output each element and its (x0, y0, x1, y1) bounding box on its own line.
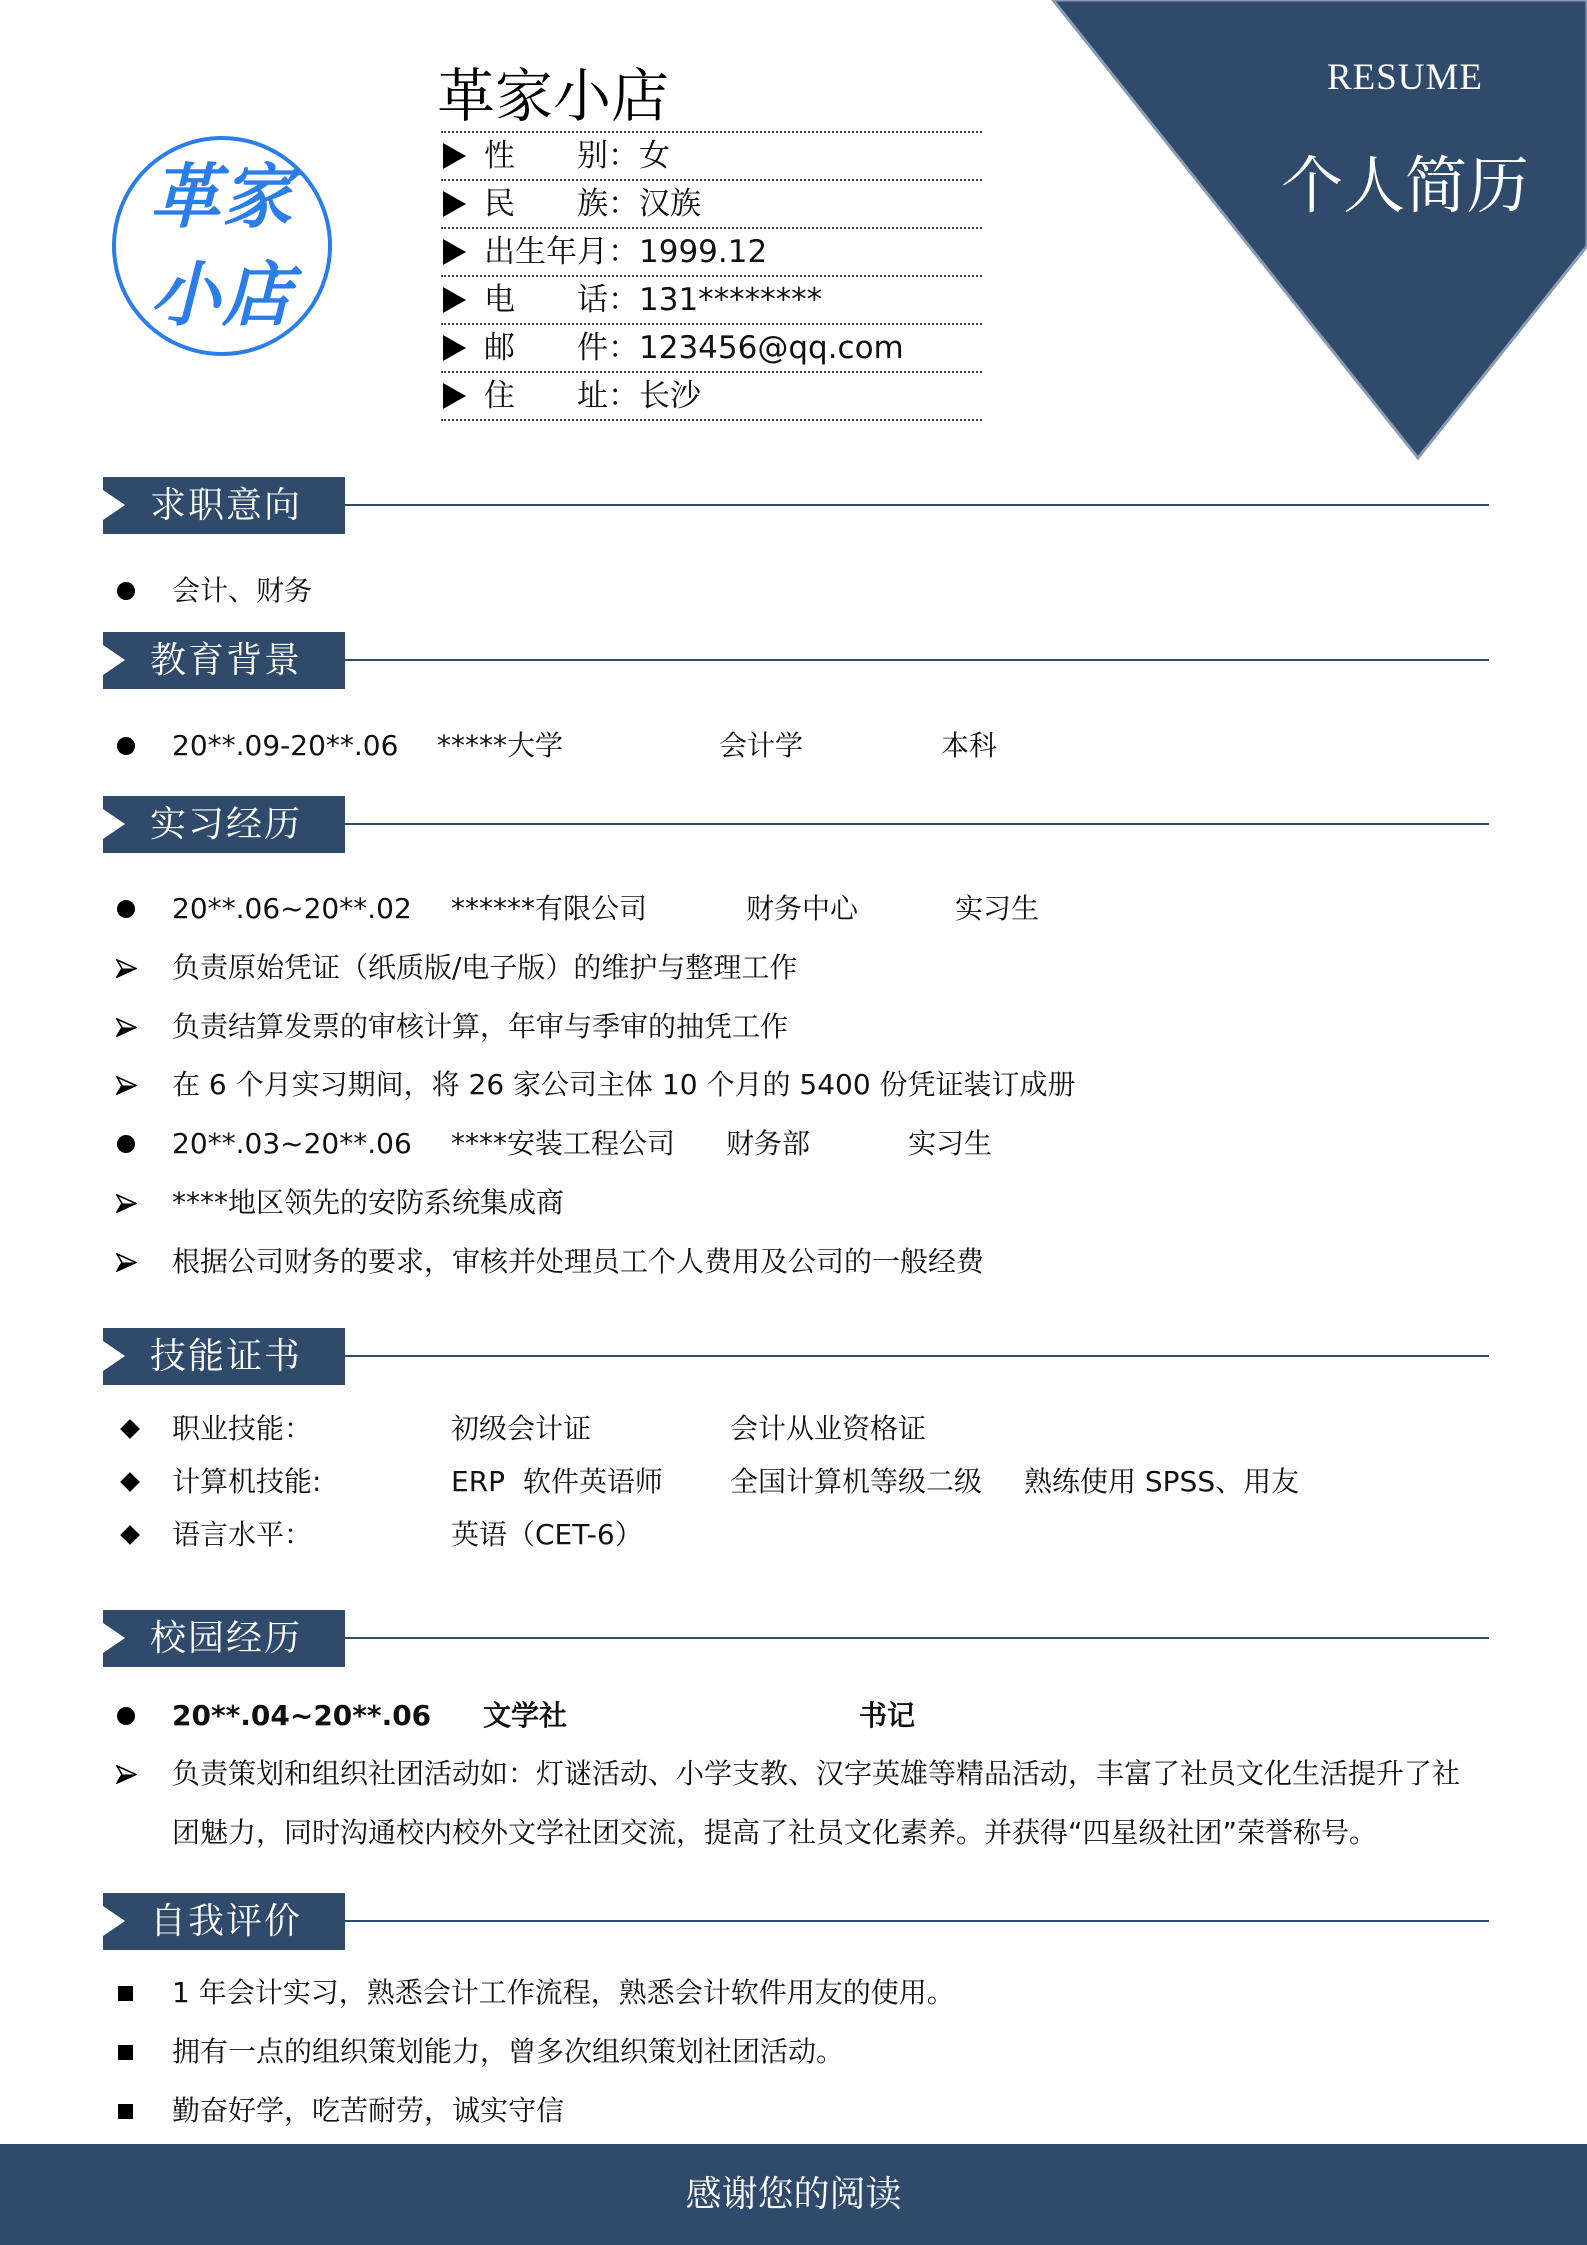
notch-arrow-icon (103, 490, 125, 520)
info-row-ethnicity (441, 181, 982, 229)
internship-dept: 财务部 (726, 1127, 811, 1160)
circle-bullet-icon (117, 900, 135, 918)
info-text (484, 229, 767, 275)
arrowhead-bullet-icon (116, 959, 137, 978)
internship-detail: 在 6 个月实习期间，将 26 家公司主体 10 个月的 5400 份凭证装订成册 (172, 1068, 1076, 1101)
section-title: 求职意向 (150, 485, 303, 526)
section-header-skills (103, 1328, 1489, 1385)
diamond-bullet-icon (120, 1419, 140, 1439)
info-separator: ： (608, 186, 639, 222)
triangle-right-icon (443, 287, 466, 313)
internship-period: 20**.06~20**.02 (172, 892, 412, 925)
internship-detail: 负责原始凭证（纸质版/电子版）的维护与整理工作 (172, 951, 798, 984)
education-degree: 本科 (941, 729, 998, 762)
skills-row (0, 1515, 1587, 1555)
badge-title: 个人简历 (1280, 149, 1529, 222)
education-major: 会计学 (719, 729, 804, 762)
info-separator: ： (608, 378, 639, 414)
skills-row (0, 1409, 1587, 1449)
info-value: 123456@qq.com (639, 330, 904, 366)
circle-bullet-icon (117, 737, 135, 755)
section-divider (345, 1355, 1489, 1357)
section-title-box (103, 477, 345, 534)
footer-bar (0, 2144, 1587, 2245)
notch-arrow-icon (103, 1623, 125, 1653)
square-bullet-icon (118, 2104, 133, 2119)
section-title: 校园经历 (150, 1618, 303, 1659)
internship-row (0, 1124, 1587, 1164)
list-item-continuation (0, 1813, 1587, 1853)
self-evaluation-text: 1 年会计实习，熟悉会计工作流程，熟悉会计软件用友的使用。 (172, 1976, 955, 2009)
section-header-campus (103, 1610, 1489, 1667)
logo-text-row-2: 小店 (150, 253, 294, 336)
skills-value: 英语（CET-6） (451, 1518, 643, 1551)
self-evaluation-text: 拥有一点的组织策划能力，曾多次组织策划社团活动。 (172, 2035, 845, 2068)
internship-detail: 负责结算发票的审核计算，年审与季审的抽凭工作 (172, 1010, 789, 1043)
arrowhead-bullet-icon (116, 1076, 137, 1095)
info-row-gender (441, 133, 982, 181)
internship-role: 实习生 (908, 1127, 993, 1160)
info-value: 女 (639, 138, 670, 174)
internship-dept: 财务中心 (746, 892, 859, 925)
campus-row (0, 1696, 1587, 1736)
person-name: 革家小店 (437, 62, 670, 130)
info-row-phone (441, 277, 982, 325)
skills-value: ERP 软件英语师 (451, 1465, 663, 1498)
education-row (0, 726, 1587, 766)
internship-row (0, 889, 1587, 929)
section-title-box (103, 1610, 345, 1667)
footer-thanks-text: 感谢您的阅读 (685, 2174, 902, 2215)
list-item (0, 1183, 1587, 1223)
info-text (484, 181, 701, 227)
square-bullet-icon (118, 1986, 133, 2001)
logo-text-row-1: 革家 (150, 155, 294, 238)
list-item (0, 1973, 1587, 2013)
arrowhead-bullet-icon (116, 1194, 137, 1213)
square-bullet-icon (118, 2045, 133, 2060)
info-text (484, 277, 822, 323)
objective-text: 会计、财务 (172, 574, 313, 607)
triangle-right-icon (443, 383, 466, 409)
section-header-objective (103, 477, 1489, 534)
info-row-email (441, 325, 982, 373)
info-row-address (441, 373, 982, 421)
section-divider (345, 1920, 1489, 1922)
section-divider (345, 659, 1489, 661)
arrowhead-bullet-icon (116, 1018, 137, 1037)
notch-arrow-icon (103, 645, 125, 675)
info-separator: ： (608, 330, 639, 366)
info-value: 长沙 (639, 378, 701, 414)
section-header-education (103, 632, 1489, 689)
list-item (0, 2091, 1587, 2131)
info-text (484, 325, 904, 371)
circle-bullet-icon (117, 1707, 135, 1725)
info-label: 电 话 (484, 282, 608, 318)
section-header-internship (103, 796, 1489, 853)
list-item (0, 571, 1587, 611)
campus-detail-line: 团魅力，同时沟通校内校外文学社团交流，提高了社员文化素养。并获得“四星级社团”荣誉称号。 (172, 1816, 1378, 1849)
internship-role: 实习生 (955, 892, 1040, 925)
triangle-right-icon (443, 143, 466, 169)
education-school: *****大学 (437, 729, 564, 762)
info-label: 民 族 (484, 186, 608, 222)
info-text (484, 373, 701, 419)
campus-role: 书记 (859, 1699, 916, 1732)
skills-label: 计算机技能: (172, 1465, 322, 1498)
list-item (0, 1007, 1587, 1047)
section-title: 技能证书 (150, 1336, 303, 1377)
circle-bullet-icon (117, 582, 135, 600)
notch-arrow-icon (103, 1341, 125, 1371)
campus-detail-line: 负责策划和组织社团活动如：灯谜活动、小学支教、汉字英雄等精品活动，丰富了社员文化生活提升了社 (172, 1757, 1461, 1790)
info-label: 邮 件 (484, 330, 608, 366)
info-value: 汉族 (639, 186, 701, 222)
info-value: 131******** (639, 282, 823, 318)
notch-arrow-icon (103, 809, 125, 839)
arrowhead-bullet-icon (116, 1253, 137, 1272)
section-title: 教育背景 (150, 640, 303, 681)
section-title-box (103, 1893, 345, 1950)
badge-resume-label: RESUME (1326, 57, 1484, 98)
section-title: 自我评价 (150, 1901, 303, 1942)
triangle-right-icon (443, 191, 466, 217)
self-evaluation-text: 勤奋好学，吃苦耐劳，诚实守信 (172, 2094, 565, 2127)
info-separator: ： (608, 234, 639, 270)
notch-arrow-icon (103, 1906, 125, 1936)
internship-detail: ****地区领先的安防系统集成商 (172, 1186, 565, 1219)
section-title-box (103, 632, 345, 689)
info-label: 出生年月 (484, 234, 608, 270)
skills-value: 初级会计证 (451, 1412, 592, 1445)
triangle-right-icon (443, 239, 466, 265)
section-divider (345, 823, 1489, 825)
info-label: 性 别 (484, 138, 608, 174)
internship-company: ****安装工程公司 (451, 1127, 676, 1160)
internship-company: ******有限公司 (451, 892, 648, 925)
internship-period: 20**.03~20**.06 (172, 1127, 412, 1160)
section-title-box (103, 796, 345, 853)
internship-detail: 根据公司财务的要求，审核并处理员工个人费用及公司的一般经费 (172, 1245, 985, 1278)
section-header-self-evaluation (103, 1893, 1489, 1950)
diamond-bullet-icon (120, 1472, 140, 1492)
info-row-birth (441, 229, 982, 277)
skills-label: 语言水平： (172, 1518, 313, 1551)
section-title-box (103, 1328, 345, 1385)
arrowhead-bullet-icon (116, 1765, 137, 1784)
circle-bullet-icon (117, 1135, 135, 1153)
skills-value: 熟练使用 SPSS、用友 (1024, 1465, 1300, 1498)
list-item (0, 1065, 1587, 1105)
campus-org: 文学社 (483, 1699, 568, 1732)
campus-period: 20**.04~20**.06 (172, 1699, 432, 1732)
skills-value: 会计从业资格证 (730, 1412, 927, 1445)
info-label: 住 址 (484, 378, 608, 414)
section-title: 实习经历 (150, 804, 303, 845)
skills-label: 职业技能： (172, 1412, 313, 1445)
triangle-right-icon (443, 335, 466, 361)
list-item (0, 948, 1587, 988)
logo-seal (112, 136, 332, 356)
section-divider (345, 1637, 1489, 1639)
personal-info-list (441, 131, 982, 421)
skills-value: 全国计算机等级二级 (730, 1465, 983, 1498)
education-period: 20**.09-20**.06 (172, 729, 399, 762)
info-text (484, 133, 670, 179)
list-item (0, 1754, 1587, 1794)
info-separator: ： (608, 282, 639, 318)
list-item (0, 1242, 1587, 1282)
info-separator: ： (608, 138, 639, 174)
diamond-bullet-icon (120, 1525, 140, 1545)
list-item (0, 2032, 1587, 2072)
info-value: 1999.12 (639, 234, 768, 270)
skills-row (0, 1462, 1587, 1502)
section-divider (345, 504, 1489, 506)
